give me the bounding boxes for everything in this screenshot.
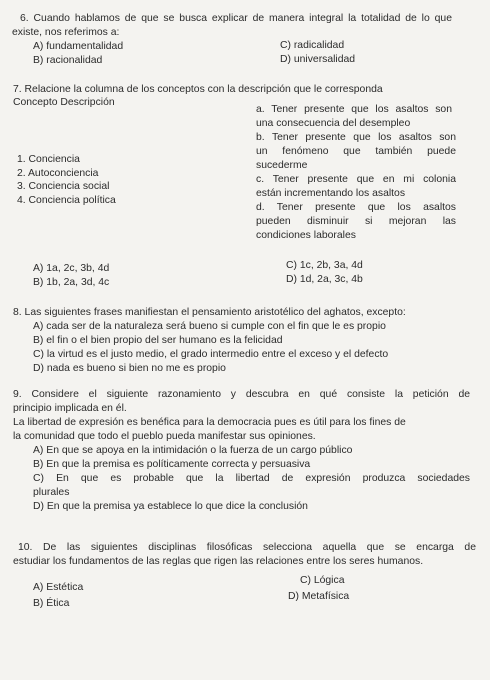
q10-stem-line1: 10. De las siguientes disciplinas filosóficas selecciona aquella que se encarga de bbox=[18, 542, 476, 553]
q8-option-d: D) nada es bueno si bien no me es propio bbox=[33, 363, 226, 374]
q7-concept-1: 1. Conciencia bbox=[17, 154, 80, 165]
q9-option-a: A) En que se apoya en la intimidación o la fuerza de un cargo público bbox=[33, 445, 353, 456]
q7-option-d: D) 1d, 2a, 3c, 4b bbox=[286, 274, 363, 285]
q9-quote-line1: La libertad de expresión es benéfica para la democracia pues es útil para los fines de bbox=[13, 417, 406, 428]
q10-option-a: A) Estética bbox=[33, 582, 84, 593]
q7-desc-b-line2: un fenómeno que también puede bbox=[256, 146, 456, 157]
q7-desc-b-line3: sucederme bbox=[256, 160, 308, 171]
q7-concept-3: 3. Conciencia social bbox=[17, 181, 110, 192]
q10-option-b: B) Ética bbox=[33, 598, 70, 609]
q8-option-b: B) el fin o el bien propio del ser humano es la felicidad bbox=[33, 335, 283, 346]
q7-desc-d-line1: d. Tener presente que los asaltos bbox=[256, 202, 456, 213]
q9-option-c-line1: C) En que es probable que la libertad de expresión produzca sociedades bbox=[33, 473, 470, 484]
q9-option-b: B) En que la premisa es políticamente correcta y persuasiva bbox=[33, 459, 311, 470]
q8-option-a: A) cada ser de la naturaleza será bueno si cumple con el fin que le es propio bbox=[33, 321, 386, 332]
q7-concept-2: 2. Autoconciencia bbox=[17, 168, 99, 179]
q9-option-c-line2: plurales bbox=[33, 487, 70, 498]
q7-column-header: Concepto Descripción bbox=[13, 97, 115, 108]
q7-option-c: C) 1c, 2b, 3a, 4d bbox=[286, 260, 363, 271]
q9-quote-line2: la comunidad que todo el pueblo pueda manifestar sus opiniones. bbox=[13, 431, 316, 442]
q7-option-a: A) 1a, 2c, 3b, 4d bbox=[33, 263, 110, 274]
q6-stem-line1: 6. Cuando hablamos de que se busca explicar de manera integral la totalidad de lo que bbox=[20, 13, 452, 24]
q7-concept-4: 4. Conciencia política bbox=[17, 195, 116, 206]
q10-option-c: C) Lógica bbox=[300, 575, 345, 586]
q7-desc-c-line1: c. Tener presente que en mi colonia bbox=[256, 174, 456, 185]
q9-stem-line1: 9. Considere el siguiente razonamiento y descubra en qué consiste la petición de bbox=[13, 389, 470, 400]
q6-option-d: D) universalidad bbox=[280, 54, 356, 65]
q9-option-d: D) En que la premisa ya establece lo que dice la conclusión bbox=[33, 501, 308, 512]
q10-option-d: D) Metafísica bbox=[288, 591, 350, 602]
q8-option-c: C) la virtud es el justo medio, el grado intermedio entre el exceso y el defecto bbox=[33, 349, 389, 360]
q7-desc-d-line3: condiciones laborales bbox=[256, 230, 356, 241]
q7-stem: 7. Relacione la columna de los conceptos con la descripción que le corresponda bbox=[13, 84, 383, 95]
q7-option-b: B) 1b, 2a, 3d, 4c bbox=[33, 277, 110, 288]
q7-desc-c-line2: están incrementando los asaltos bbox=[256, 188, 406, 199]
q9-stem-line2: principio implicada en él. bbox=[13, 403, 127, 414]
q6-stem-line2: existe, nos referimos a: bbox=[12, 27, 120, 38]
q7-desc-a-line1: a. Tener presente que los asaltos son bbox=[256, 104, 452, 115]
q6-option-a: A) fundamentalidad bbox=[33, 41, 124, 52]
q8-stem: 8. Las siguientes frases manifiestan el pensamiento aristotélico del aghatos, excepto: bbox=[13, 307, 406, 318]
q10-stem-line2: estudiar los fundamentos de las reglas que rigen las relaciones entre los seres humanos. bbox=[13, 556, 424, 567]
q7-desc-b-line1: b. Tener presente que los asaltos son bbox=[256, 132, 456, 143]
q6-option-b: B) racionalidad bbox=[33, 55, 103, 66]
q7-desc-a-line2: una consecuencia del desempleo bbox=[256, 118, 411, 129]
q6-option-c: C) radicalidad bbox=[280, 40, 345, 51]
q7-desc-d-line2: pueden disminuir si mejoran las bbox=[256, 216, 456, 227]
